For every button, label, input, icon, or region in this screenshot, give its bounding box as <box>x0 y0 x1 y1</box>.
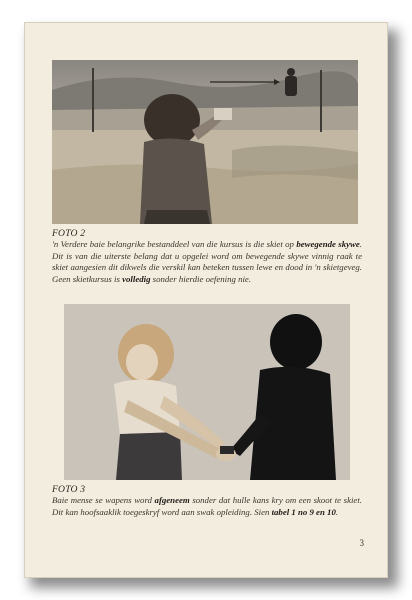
foto2-caption <box>52 239 362 285</box>
photo-disarm-demo <box>64 304 350 480</box>
foto2-text-part: 'n Verdere baie belangrike bestanddeel van die kursus is die skiet op <box>52 239 297 249</box>
foto2-text-part: . Dit is van die uiterste belang dat u opgelei word om bewegende skywe vinnig raak te skiet aangesien dit dikwels die verskil kan beteken tussen lewe en dood in 'n skietgeveg. Geen skietkursus is <box>52 239 362 284</box>
foto3-text-part: Baie mense se wapens word <box>52 495 155 505</box>
photo-shooting-range <box>52 60 358 224</box>
shooting-range-illustration <box>52 60 358 224</box>
foto2-label: FOTO 2 <box>52 228 86 239</box>
foto3-text-part: . <box>335 506 339 517</box>
foto2-bold-term: bewegende skywe <box>296 239 360 249</box>
foto3-bold-term: tabel 1 no 9 en 10 <box>271 506 336 517</box>
book-page <box>24 22 388 578</box>
foto3-label: FOTO 3 <box>52 484 86 495</box>
disarm-demo-illustration <box>64 304 350 480</box>
foto3-bold-term: afgeneem <box>154 495 190 505</box>
foto3-text-part: sonder dat hulle kans kry om een skoot te skiet. Dit kan hoofsaaklik toegeskryf word aan swak opleiding. Sien <box>52 495 362 517</box>
foto3-caption <box>52 495 362 518</box>
page-number: 3 <box>359 538 364 548</box>
foto2-text-part: sonder hierdie oefening nie. <box>150 273 252 284</box>
foto2-bold-term: volledig <box>122 273 151 284</box>
